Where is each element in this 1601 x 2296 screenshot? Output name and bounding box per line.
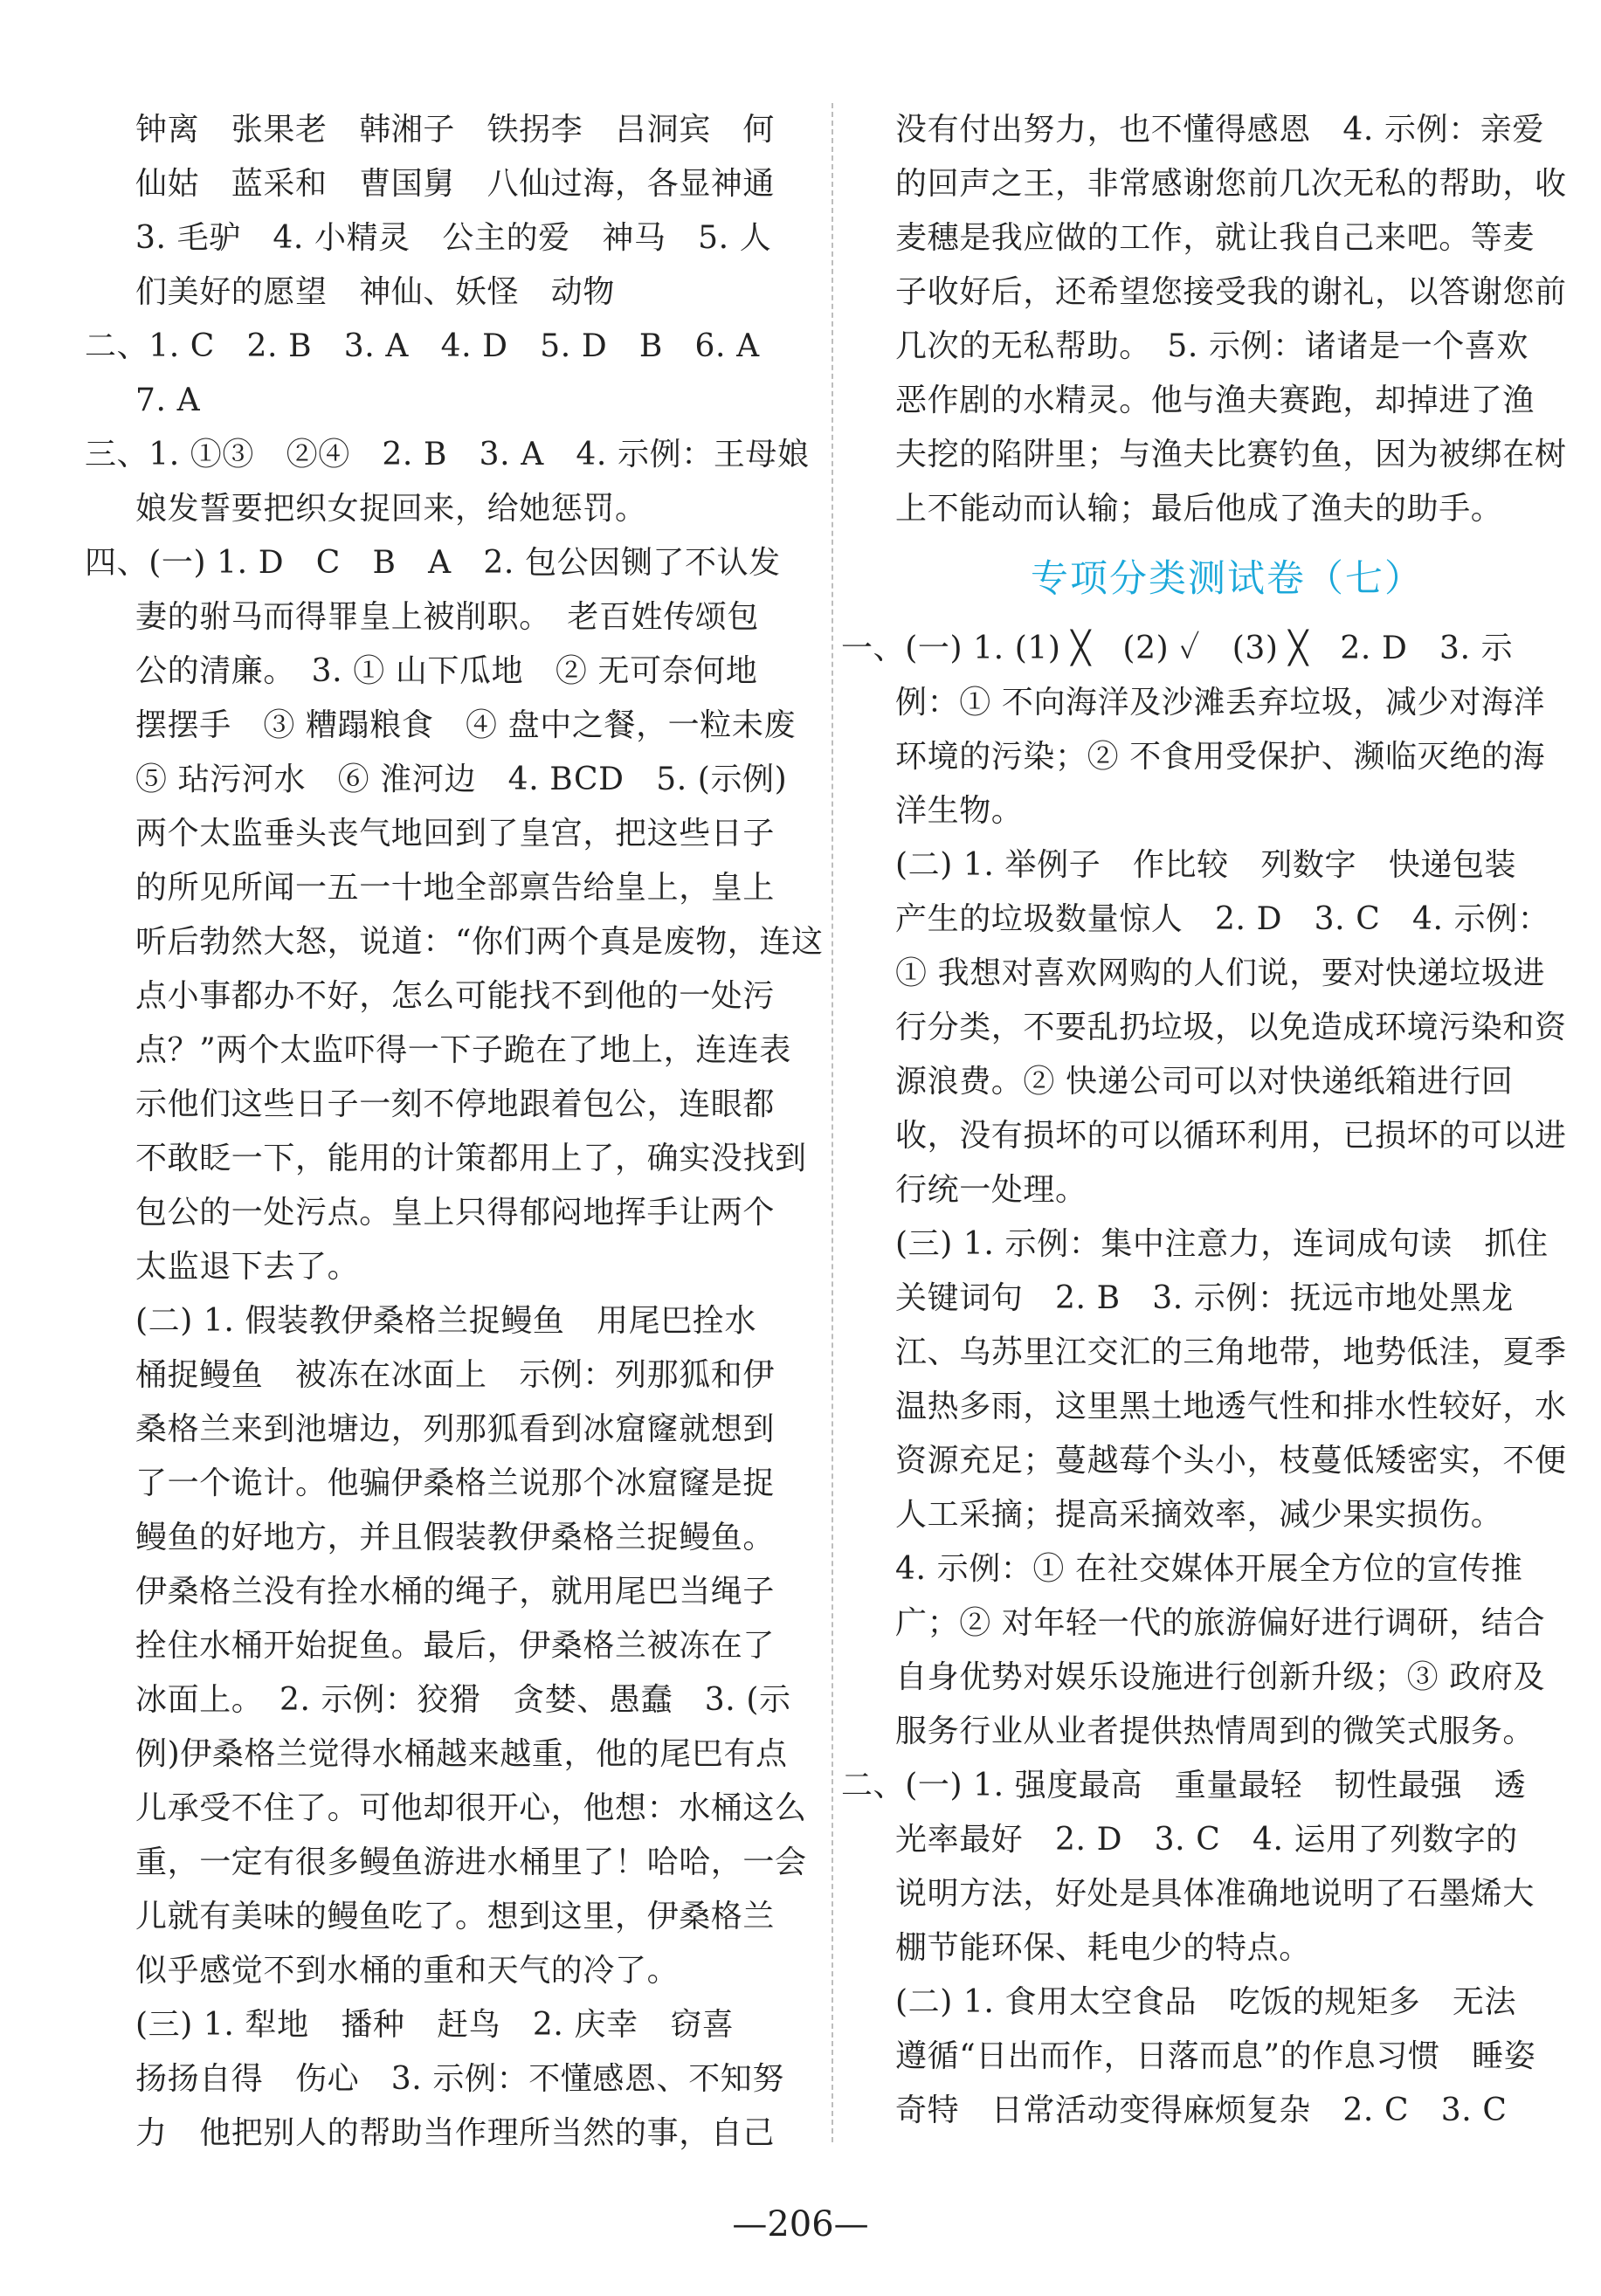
section-heading: 专项分类测试卷（七）: [1031, 557, 1424, 601]
answer-line: 7. A: [135, 383, 201, 418]
answer-line: 没有付出努力，也不懂得感恩 4. 示例：亲爱: [895, 112, 1544, 148]
answer-line: 遵循“日出而作，日落而息”的作息习惯 睡姿: [895, 2038, 1536, 2074]
answer-line: ⑤ 玷污河水 ⑥ 淮河边 4. BCD 5. (示例): [135, 762, 788, 797]
answer-line: 拴住水桶开始捉鱼。最后，伊桑格兰被冻在了: [135, 1628, 776, 1664]
answer-line: 仙姑 蓝采和 曹国舅 八仙过海，各显神通: [135, 166, 776, 202]
answer-line: 人工采摘；提高采摘效率，减少果实损伤。: [895, 1497, 1503, 1533]
page-number: —206—: [732, 2204, 869, 2244]
answer-line: 源浪费。② 快递公司可以对快递纸箱进行回: [895, 1064, 1514, 1100]
answer-line: 伊桑格兰没有拴水桶的绳子，就用尾巴当绳子: [135, 1574, 776, 1610]
answer-line: 儿就有美味的鳗鱼吃了。想到这里，伊桑格兰: [135, 1899, 776, 1934]
answer-line: 娘发誓要把织女捉回来，给她惩罚。: [135, 491, 647, 527]
answer-line: 儿承受不住了。可他却很开心，他想：水桶这么: [135, 1790, 807, 1826]
answer-line: 力 他把别人的帮助当作理所当然的事，自己: [135, 2115, 776, 2151]
answer-line: 4. 示例：① 在社交媒体开展全方位的宣传推: [895, 1551, 1523, 1587]
answer-line: 3. 毛驴 4. 小精灵 公主的爱 神马 5. 人: [135, 220, 772, 256]
answer-line: 例)伊桑格兰觉得水桶越来越重，他的尾巴有点: [135, 1736, 788, 1772]
answer-line: 两个太监垂头丧气地回到了皇宫，把这些日子: [135, 816, 776, 852]
answer-line: (二) 1. 假装教伊桑格兰捉鳗鱼 用尾巴拴水: [135, 1303, 757, 1339]
answer-line: 点？”两个太监吓得一下子跪在了地上，连连表: [135, 1032, 792, 1068]
answer-line: 摆摆手 ③ 糟蹋粮食 ④ 盘中之餐，一粒未废: [135, 707, 797, 743]
answer-line: 行分类，不要乱扔垃圾，以免造成环境污染和资: [895, 1010, 1567, 1045]
right-column-top-text: [895, 103, 1567, 536]
answer-line: 例：① 不向海洋及沙滩丢弃垃圾，减少对海洋: [895, 685, 1546, 721]
answer-line: ① 我想对喜欢网购的人们说，要对快递垃圾进: [895, 955, 1546, 991]
answer-line: 包公的一处污点。皇上只得郁闷地挥手让两个: [135, 1195, 776, 1231]
answer-line: 二、(一) 1. 强度最高 重量最轻 韧性最强 透: [841, 1768, 1527, 1803]
answer-line: 收，没有损坏的可以循环利用，已损坏的可以进: [895, 1118, 1567, 1154]
answer-line: 奇特 日常活动变得麻烦复杂 2. C 3. C: [895, 2093, 1508, 2128]
answer-line: 的所见所闻一五一十地全部禀告给皇上，皇上: [135, 870, 776, 906]
answer-line: 妻的驸马而得罪皇上被削职。 老百姓传颂包: [135, 599, 760, 635]
answer-line: 听后勃然大怒，说道：“你们两个真是废物，连这: [135, 924, 824, 960]
answer-line: 示他们这些日子一刻不停地跟着包公，连眼都: [135, 1086, 776, 1122]
answer-line: 洋生物。: [895, 793, 1024, 829]
answer-line: 产生的垃圾数量惊人 2. D 3. C 4. 示例：: [895, 901, 1550, 937]
answer-line: 江、乌苏里江交汇的三角地带，地势低洼，夏季: [895, 1334, 1567, 1370]
answer-line: 光率最好 2. D 3. C 4. 运用了列数字的: [895, 1822, 1518, 1858]
answer-line: 的回声之王，非常感谢您前几次无私的帮助，收: [895, 166, 1567, 202]
answer-line: 一、(一) 1. (1) ╳ (2) ✓ (3) ╳ 2. D 3. 示: [841, 631, 1514, 666]
answer-line: 服务行业从业者提供热情周到的微笑式服务。: [895, 1713, 1535, 1749]
right-column-bottom-text: [841, 622, 1567, 2138]
column-divider: [832, 103, 833, 2142]
answer-line: 点小事都办不好，怎么可能找不到他的一处污: [135, 978, 776, 1014]
answer-line: 麦穗是我应做的工作，就让我自己来吧。等麦: [895, 220, 1535, 256]
answer-line: 温热多雨，这里黑土地透气性和排水性较好，水: [895, 1389, 1567, 1424]
answer-line: 不敢眨一下，能用的计策都用上了，确实没找到: [135, 1141, 807, 1176]
right-column: [841, 103, 1567, 2138]
answer-line: 行统一处理。: [895, 1172, 1087, 1208]
answer-line: 棚节能环保、耗电少的特点。: [895, 1930, 1311, 1966]
answer-line: 几次的无私帮助。 5. 示例：诸诸是一个喜欢: [895, 328, 1529, 364]
answer-line: 钟离 张果老 韩湘子 铁拐李 吕洞宾 何: [135, 112, 776, 148]
answer-line: 环境的污染；② 不食用受保护、濒临灭绝的海: [895, 739, 1546, 775]
answer-line: 了一个诡计。他骗伊桑格兰说那个冰窟窿是捉: [135, 1465, 776, 1501]
answer-line: 恶作剧的水精灵。他与渔夫赛跑，却掉进了渔: [895, 383, 1535, 418]
answer-line: (二) 1. 举例子 作比较 列数字 快递包装: [895, 847, 1517, 883]
answer-line: 说明方法，好处是具体准确地说明了石墨烯大: [895, 1876, 1535, 1912]
answer-line: 三、1. ①③ ②④ 2. B 3. A 4. 示例：王母娘: [85, 437, 810, 472]
answer-line: 广；② 对年轻一代的旅游偏好进行调研，结合: [895, 1605, 1546, 1641]
answer-line: 似乎感觉不到水桶的重和天气的冷了。: [135, 1953, 680, 1989]
answer-line: 四、(一) 1. D C B A 2. 包公因铡了不认发: [85, 545, 781, 581]
answer-line: 鳗鱼的好地方，并且假装教伊桑格兰捉鳗鱼。: [135, 1520, 776, 1555]
answer-line: 太监退下去了。: [135, 1249, 360, 1285]
answer-line: 们美好的愿望 神仙、妖怪 动物: [135, 274, 616, 310]
left-column: [85, 103, 824, 2161]
answer-line: (三) 1. 犁地 播种 赶鸟 2. 庆幸 窃喜: [135, 2007, 735, 2043]
answer-line: (三) 1. 示例：集中注意力，连词成句读 抓住: [895, 1226, 1549, 1262]
answer-line: (二) 1. 食用太空食品 吃饭的规矩多 无法: [895, 1984, 1517, 2020]
answer-line: 冰面上。 2. 示例：狡猾 贪婪、愚蠢 3. (示: [135, 1682, 791, 1718]
answer-line: 关键词句 2. B 3. 示例：抚远市地处黑龙: [895, 1280, 1514, 1316]
answer-line: 自身优势对娱乐设施进行创新升级；③ 政府及: [895, 1659, 1546, 1695]
answer-line: 扬扬自得 伤心 3. 示例：不懂感恩、不知努: [135, 2061, 784, 2097]
answer-line: 二、1. C 2. B 3. A 4. D 5. D B 6. A: [85, 328, 760, 364]
answer-line: 公的清廉。 3. ① 山下瓜地 ② 无可奈何地: [135, 653, 758, 689]
answer-line: 上不能动而认输；最后他成了渔夫的助手。: [895, 491, 1503, 527]
answer-line: 夫挖的陷阱里；与渔夫比赛钓鱼，因为被绑在树: [895, 437, 1567, 472]
answer-line: 重，一定有很多鳗鱼游进水桶里了！哈哈，一会: [135, 1844, 807, 1880]
answer-line: 桑格兰来到池塘边，列那狐看到冰窟窿就想到: [135, 1411, 776, 1447]
answer-line: 资源充足；蔓越莓个头小，枝蔓低矮密实，不便: [895, 1443, 1567, 1479]
answer-line: 子收好后，还希望您接受我的谢礼，以答谢您前: [895, 274, 1567, 310]
answer-line: 桶捉鳗鱼 被冻在冰面上 示例：列那狐和伊: [135, 1357, 776, 1393]
